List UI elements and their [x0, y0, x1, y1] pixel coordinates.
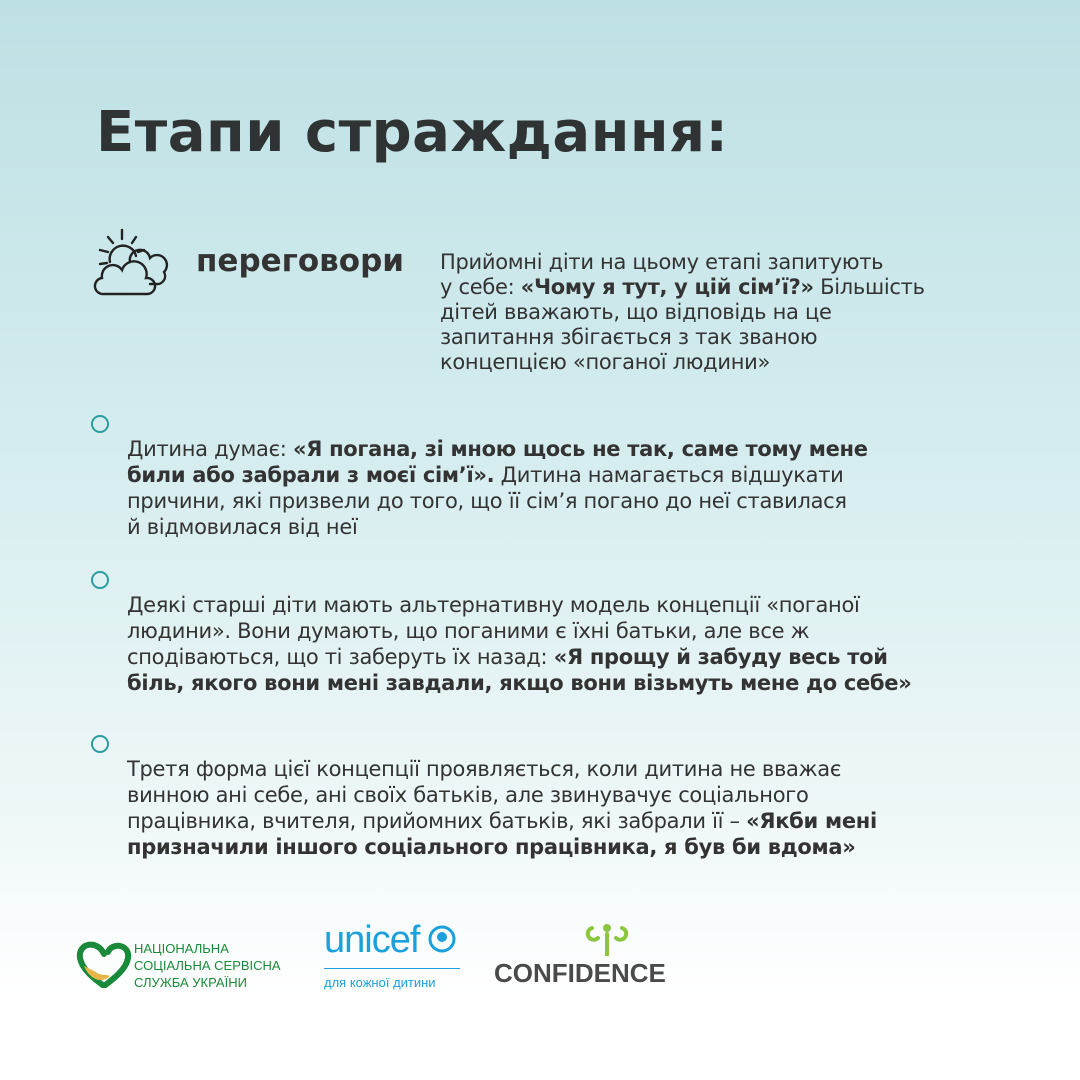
bullet-quote: «Якби мені призначили іншого соціального працівника, я був би вдома» — [127, 809, 877, 859]
unicef-tagline: для кожної дитини — [324, 975, 436, 990]
bullet-item — [127, 566, 1027, 696]
partner-logos — [0, 920, 1080, 1000]
bullet-text: Деякі старші діти мають альтернативну модель концепції «поганої людини». Вони думають, що поганими є їхні батьки, але все ж сподіваються, що ті заберуть їх назад: — [127, 593, 860, 669]
circle-bullet-icon — [91, 735, 109, 753]
bullet-item — [127, 730, 1027, 860]
unicef-wordmark: unicef — [324, 919, 420, 961]
circle-bullet-icon — [91, 415, 109, 433]
nss-logo — [76, 940, 281, 992]
sun-behind-cloud-icon — [92, 228, 172, 300]
circle-bullet-icon — [91, 571, 109, 589]
intro-paragraph — [440, 225, 1000, 375]
bullet-item — [127, 410, 1027, 540]
bullet-quote: «Я погана, зі мною щось не так, саме тому мене били або забрали з моєї сім’ї». — [127, 437, 868, 487]
page-title: Етапи страждання: — [96, 100, 729, 165]
intro-text: Прийомні діти на цьому етапі запитують у себе: — [440, 250, 884, 299]
unicef-emblem-icon — [425, 922, 459, 956]
confidence-wordmark: CONFIDENCE — [494, 958, 666, 988]
confidence-emblem-icon — [582, 924, 632, 956]
divider — [324, 968, 460, 969]
bullet-text: Третя форма цієї концепції проявляється, коли дитина не вважає винною ані себе, ані своїх батьків, але звинувачує соціального працівника, вчителя, прийомних батьків, які забрали її – — [127, 757, 842, 833]
unicef-logo — [324, 920, 464, 990]
nss-logo-text: НАЦІОНАЛЬНА СОЦІАЛЬНА СЕРВІСНА СЛУЖБА УКРАЇНИ — [134, 941, 281, 990]
bullet-text: Дитина намагається відшукати причини, які призвели до того, що її сім’я погано до неї ставилася й відмовилася від неї — [127, 463, 847, 539]
confidence-logo — [494, 958, 666, 989]
bullet-text: Дитина думає: — [127, 437, 293, 461]
heart-hand-icon — [76, 940, 132, 988]
intro-text: Більшість дітей вважають, що відповідь на це запитання збігається з так званою концепцією «поганої людини» — [440, 275, 925, 374]
bullet-quote: «Я прощу й забуду весь той біль, якого вони мені завдали, якщо вони візьмуть мене до себе» — [127, 645, 912, 695]
intro-quote: «Чому я тут, у цій сім’ї?» — [520, 275, 814, 299]
stage-label: переговори — [196, 243, 404, 279]
